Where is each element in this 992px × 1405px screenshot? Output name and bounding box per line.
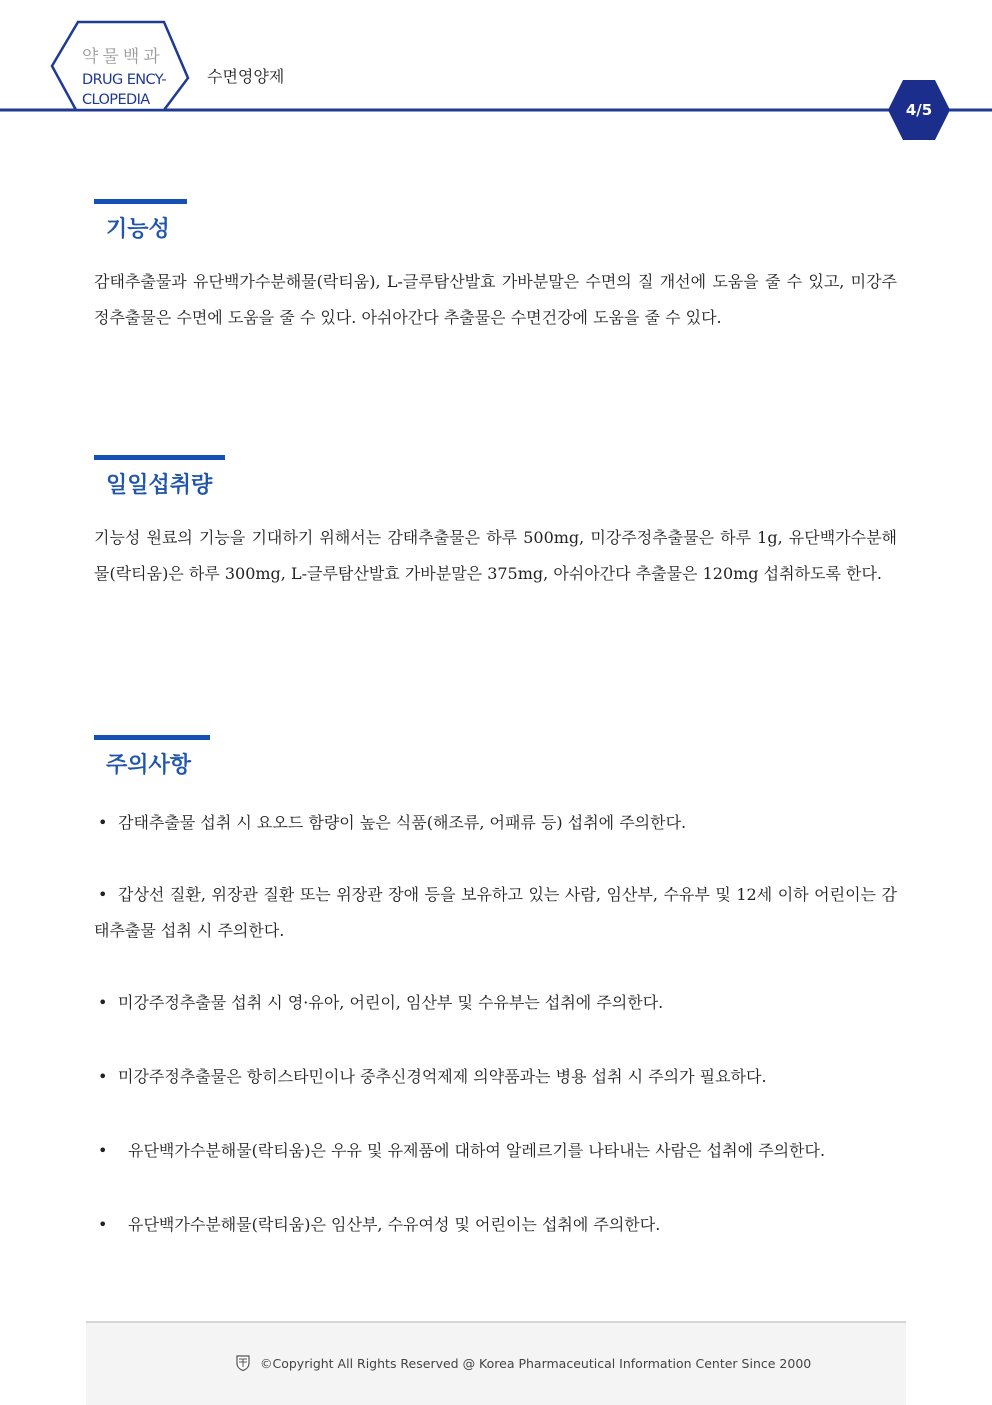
bullet-dot: • — [98, 1067, 108, 1086]
section-precautions — [94, 735, 897, 1243]
list-item — [94, 1059, 897, 1095]
section-bar — [94, 199, 187, 204]
section-bar — [94, 455, 225, 460]
section-function — [94, 199, 897, 336]
bullet-dot: • — [98, 993, 108, 1012]
bullet-dot: • — [98, 813, 108, 832]
shield-crest-icon — [236, 1355, 250, 1371]
bullet-dot: • — [98, 1141, 108, 1160]
list-item — [94, 805, 897, 841]
bullet-dot: • — [98, 1215, 108, 1234]
logo — [82, 42, 182, 110]
section-body: 감태추출물과 유단백가수분해물(락티움), L-글루탐산발효 가바분말은 수면의 질 개선에 도움을 줄 수 있고, 미강주정추출물은 수면에 도움을 줄 수 있다. 아쉬아간다 추출물은 수면건강에 도움을 줄 수 있다. — [94, 272, 897, 327]
list-item — [94, 985, 897, 1021]
section-body: 기능성 원료의 기능을 기대하기 위해서는 감태추출물은 하루 500mg, 미강주정추출물은 하루 1g, 유단백가수분해물(락티움)은 하루 300mg, L-글루탐산발효 가바분말은 375mg, 아쉬아간다 추출물은 120mg 섭취하도록 한다. — [94, 528, 897, 583]
list-item-text: 감태추출물 섭취 시 요오드 함량이 높은 식품(해조류, 어패류 등) 섭취에 주의한다. — [118, 813, 687, 832]
section-daily-intake — [94, 455, 897, 592]
list-item-text: 갑상선 질환, 위장관 질환 또는 위장관 장애 등을 보유하고 있는 사람, 임산부, 수유부 및 12세 이하 어린이는 감태추출물 섭취 시 주의한다. — [94, 885, 897, 940]
list-item-text: 유단백가수분해물(락티움)은 임산부, 수유여성 및 어린이는 섭취에 주의한다. — [128, 1215, 661, 1234]
section-title: 주의사항 — [106, 753, 192, 778]
logo-english-line2: CLOPEDIA — [82, 92, 150, 108]
copyright-text: ©Copyright All Rights Reserved @ Korea Pharmaceutical Information Center Since 2000 — [260, 1355, 812, 1371]
list-item-text: 미강주정추출물 섭취 시 영·유아, 어린이, 임산부 및 수유부는 섭취에 주의한다. — [118, 993, 664, 1012]
list-item-text: 유단백가수분해물(락티움)은 우유 및 유제품에 대하여 알레르기를 나타내는 사람은 섭취에 주의한다. — [128, 1141, 826, 1160]
page-header — [0, 0, 992, 145]
page-number: 4/5 — [905, 101, 933, 119]
document-category: 수면영양제 — [207, 67, 285, 86]
section-title: 일일섭취량 — [106, 473, 213, 498]
precaution-list — [94, 805, 897, 1243]
list-item — [94, 1133, 897, 1169]
page-footer — [86, 1321, 906, 1405]
section-title: 기능성 — [106, 217, 170, 242]
list-item-text: 미강주정추출물은 항히스타민이나 중추신경억제제 의약품과는 병용 섭취 시 주의가 필요하다. — [118, 1067, 767, 1086]
section-bar — [94, 735, 210, 740]
list-item — [94, 1207, 897, 1243]
list-item — [94, 877, 897, 949]
logo-korean: 약물백과 — [82, 47, 164, 67]
logo-english-line1: DRUG ENCY- — [82, 72, 166, 88]
bullet-dot: • — [98, 885, 108, 904]
footer-content — [236, 1355, 811, 1371]
